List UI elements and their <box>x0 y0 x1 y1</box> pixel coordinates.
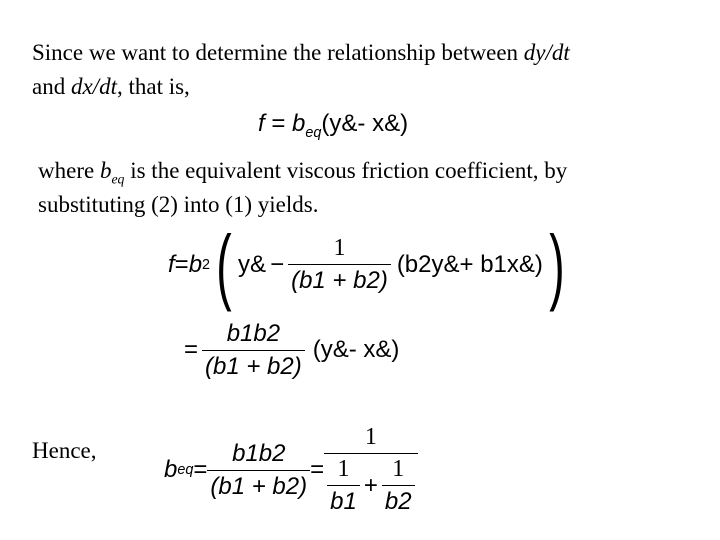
var-b-sub: eq <box>111 171 125 187</box>
eq4-inner-a-bar <box>327 485 360 486</box>
hence-label: Hence, <box>32 438 97 463</box>
eq2-fraction <box>288 235 391 295</box>
eq2-y: y& <box>238 251 267 278</box>
eq2-frac-den: (b1 + b2) <box>291 267 388 294</box>
right-paren: ) <box>549 218 565 312</box>
eq2-frac-num: 1 <box>333 235 346 261</box>
eq2-minus: − <box>270 251 285 278</box>
var-b: b <box>99 158 112 183</box>
eq3-tail: (y&- x&) <box>312 336 400 363</box>
eq4-inner-frac-a <box>327 456 360 516</box>
eq4-inner-b-num: 1 <box>392 456 405 482</box>
eq1-body: (y&- x&) <box>321 110 409 137</box>
var-dy-dt: dy/dt <box>523 40 570 65</box>
eq1-equals: = <box>264 110 293 137</box>
eq3-frac-num: b1b2 <box>226 319 281 347</box>
eq4-inner-a-den: b1 <box>330 488 357 515</box>
eq4-equals: = <box>193 456 208 483</box>
paragraph-line-3 <box>38 156 567 195</box>
eq4-plus: + <box>363 472 378 499</box>
eq4-inner-frac-b <box>382 456 415 516</box>
eq4-fraction-2 <box>324 424 417 516</box>
eq4-frac-num: b1b2 <box>232 439 286 467</box>
eq4-lhs: b <box>164 456 178 483</box>
equation-4 <box>164 418 418 522</box>
text: substituting (2) into (1) yields. <box>38 192 319 217</box>
equation-2 <box>168 218 571 312</box>
eq3-frac-bar <box>202 350 305 351</box>
eq2-equals: = <box>174 251 189 278</box>
eq1-coef-sub: eq <box>305 124 322 141</box>
paragraph-line-2 <box>32 72 190 102</box>
eq4-frac-bar <box>207 470 310 471</box>
equation-1 <box>258 110 408 141</box>
eq4-lhs-sub: eq <box>177 462 194 478</box>
text: where <box>38 158 100 183</box>
var-dx-dt: dx/dt <box>70 74 117 99</box>
eq4-frac2-bar <box>324 453 417 454</box>
eq2-lhs: f <box>168 251 175 278</box>
eq4-fraction <box>207 440 310 501</box>
equation-3 <box>184 316 399 384</box>
left-paren: ( <box>216 218 232 312</box>
eq2-b-sub: 2 <box>202 257 211 273</box>
eq1-coef: b <box>292 110 306 137</box>
eq2-frac-bar <box>288 264 391 265</box>
eq4-frac-den: (b1 + b2) <box>210 472 308 500</box>
eq4-frac2-num: 1 <box>364 424 377 450</box>
eq4-inner-b-den: b2 <box>384 488 412 515</box>
eq4-inner-a-num: 1 <box>337 456 350 482</box>
paragraph-line-1 <box>32 38 570 68</box>
eq2-b: b <box>188 251 203 278</box>
text: Since we want to determine the relationship between <box>32 40 524 65</box>
text: and <box>32 74 71 99</box>
text: is the equivalent viscous friction coefficient, by <box>124 158 568 183</box>
paragraph-line-4 <box>38 190 318 220</box>
eq4-equals-2: = <box>310 456 325 483</box>
eq3-equals: = <box>184 336 199 363</box>
eq1-lhs: f <box>258 110 265 137</box>
eq4-inner-b-bar <box>382 485 415 486</box>
eq3-frac-den: (b1 + b2) <box>205 352 302 380</box>
eq2-tail: (b2y&+ b1x&) <box>396 251 543 278</box>
eq3-fraction <box>202 320 305 381</box>
text: , that is, <box>116 74 190 99</box>
eq4-frac2-den <box>324 456 417 516</box>
